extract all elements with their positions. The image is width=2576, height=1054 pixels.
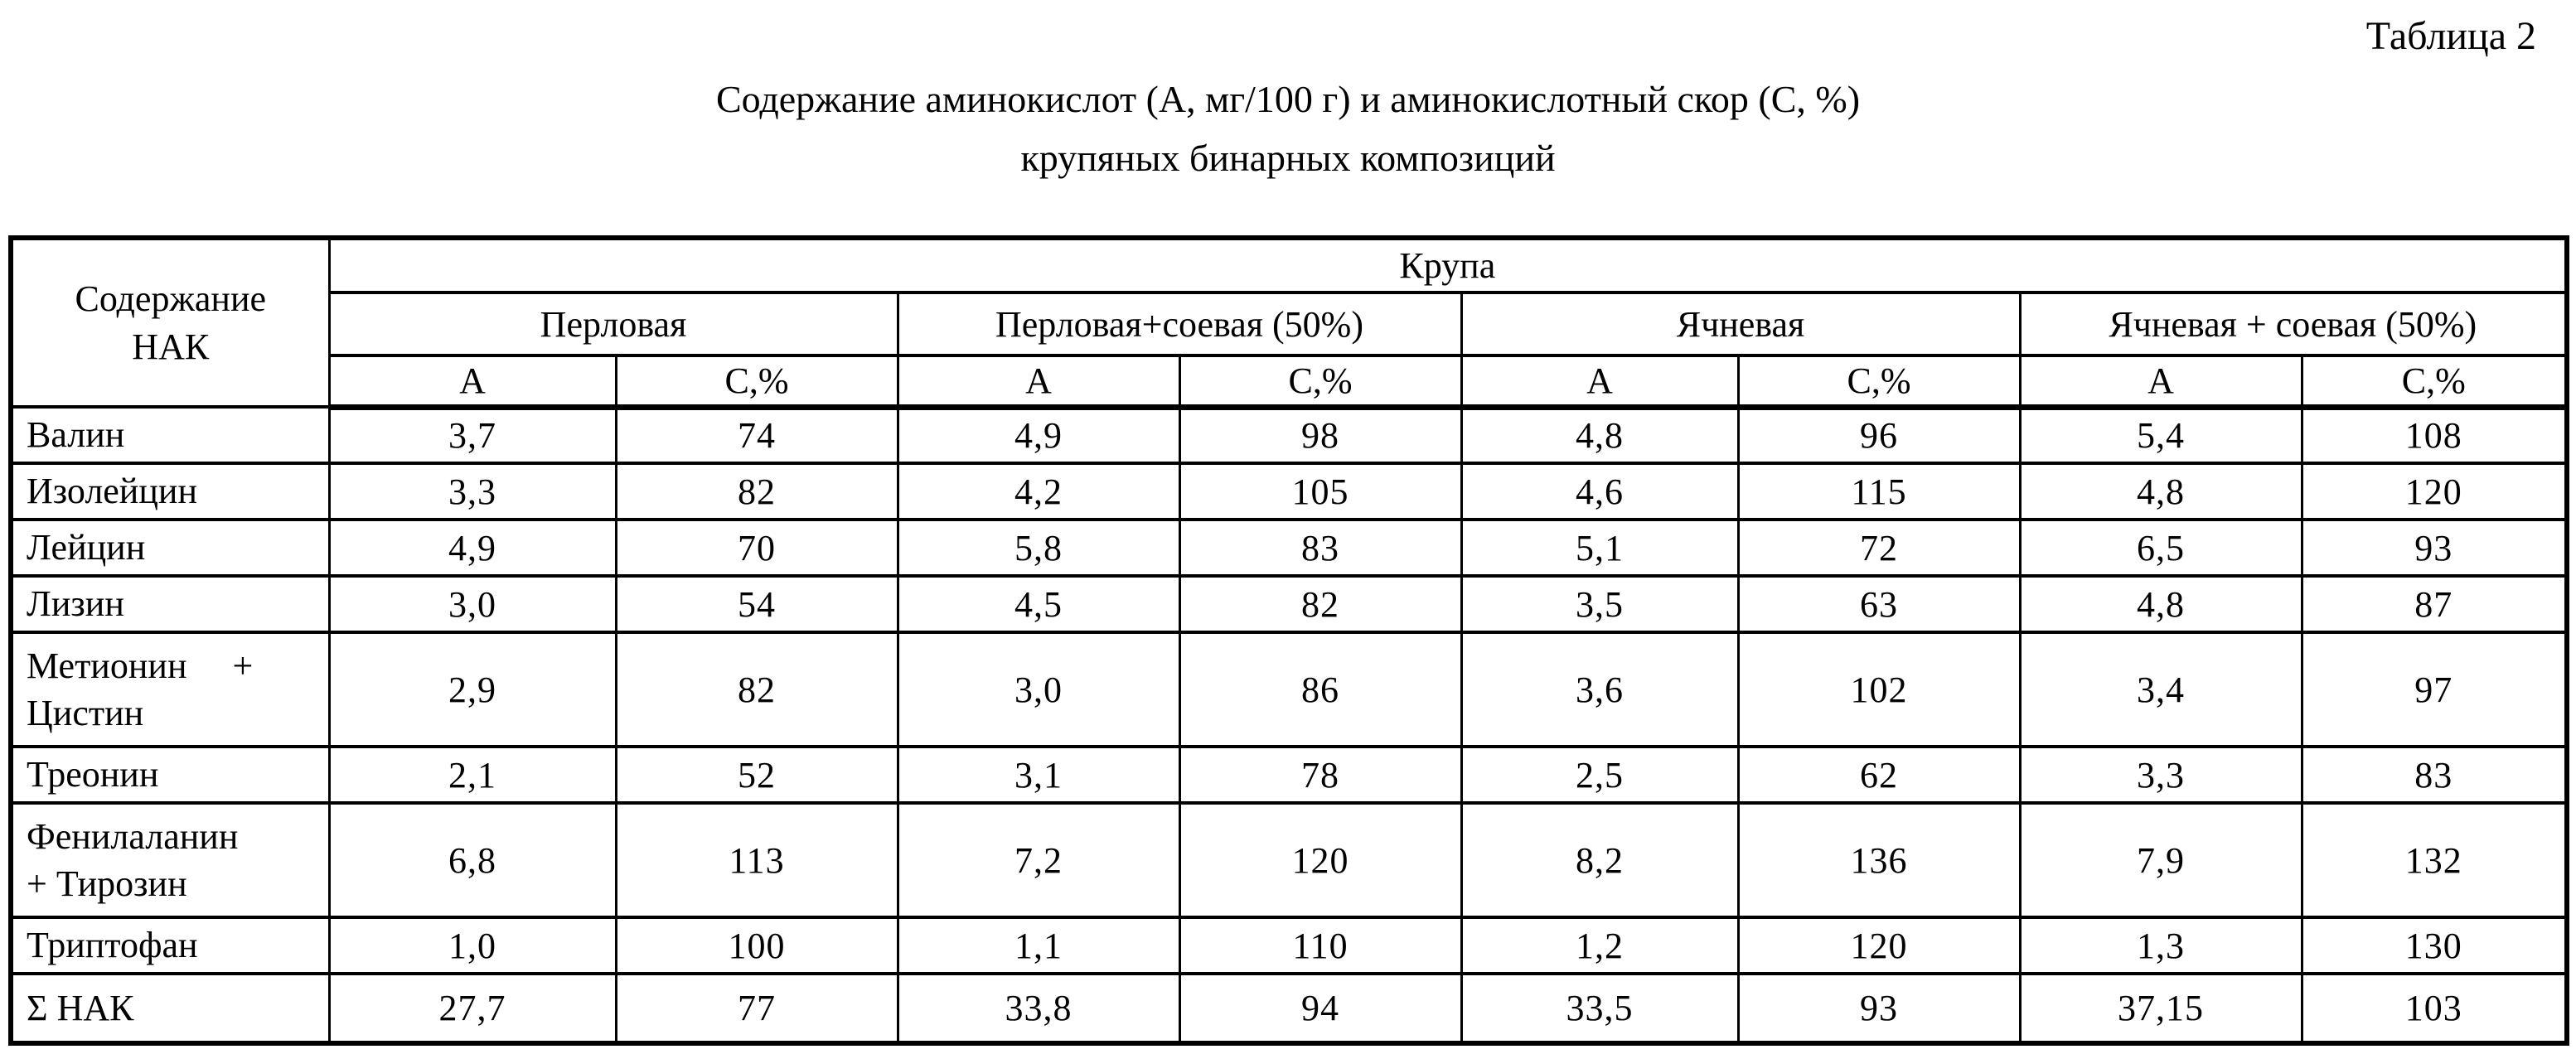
row-label: Лейцин: [11, 520, 329, 576]
table-row-valine: [11, 407, 2567, 463]
data-cell: 70: [616, 520, 898, 576]
subheader-a: А: [898, 355, 1179, 407]
data-cell: 6,5: [2020, 520, 2302, 576]
data-cell: 96: [1738, 407, 2020, 463]
group-header-barley-soy: Ячневая + соевая (50%): [2020, 293, 2567, 355]
data-cell: 132: [2302, 803, 2567, 917]
data-cell: 63: [1738, 576, 2020, 632]
data-cell: 115: [1738, 463, 2020, 520]
data-cell: 105: [1179, 463, 1461, 520]
data-cell: 82: [616, 463, 898, 520]
data-cell: 3,0: [329, 576, 616, 632]
data-cell: 120: [1179, 803, 1461, 917]
data-cell: 87: [2302, 576, 2567, 632]
data-cell: 93: [2302, 520, 2567, 576]
table-row-lysine: [11, 576, 2567, 632]
row-label: Метионин + Цистин: [11, 632, 329, 747]
data-cell: 97: [2302, 632, 2567, 747]
row-label: Σ НАК: [11, 974, 329, 1043]
data-cell: 113: [616, 803, 898, 917]
header-row-subcolumns: [11, 355, 2567, 407]
subheader-c: С,%: [616, 355, 898, 407]
table-row-isoleucine: [11, 463, 2567, 520]
data-cell: 2,1: [329, 747, 616, 803]
data-cell: 3,3: [329, 463, 616, 520]
subheader-c: С,%: [1179, 355, 1461, 407]
table-row-sum-nak: [11, 974, 2567, 1043]
data-cell: 110: [1179, 917, 1461, 974]
row-label: Фенилаланин + Тирозин: [11, 803, 329, 917]
data-cell: 82: [616, 632, 898, 747]
data-cell: 136: [1738, 803, 2020, 917]
data-cell: 5,8: [898, 520, 1179, 576]
data-cell: 1,2: [1461, 917, 1738, 974]
data-cell: 4,2: [898, 463, 1179, 520]
data-cell: 4,9: [898, 407, 1179, 463]
data-cell: 74: [616, 407, 898, 463]
row-label: Триптофан: [11, 917, 329, 974]
group-header-pearl: Перловая: [329, 293, 898, 355]
row-label: Треонин: [11, 747, 329, 803]
data-cell: 4,8: [1461, 407, 1738, 463]
data-cell: 3,0: [898, 632, 1179, 747]
data-cell: 3,7: [329, 407, 616, 463]
grain-header: Крупа: [329, 238, 2567, 293]
data-cell: 3,1: [898, 747, 1179, 803]
subheader-a: А: [1461, 355, 1738, 407]
data-cell: 7,2: [898, 803, 1179, 917]
header-row-grain: [11, 238, 2567, 293]
group-header-pearl-soy: Перловая+соевая (50%): [898, 293, 1461, 355]
data-cell: 5,1: [1461, 520, 1738, 576]
data-cell: 103: [2302, 974, 2567, 1043]
data-cell: 33,8: [898, 974, 1179, 1043]
data-cell: 4,8: [2020, 576, 2302, 632]
data-cell: 4,5: [898, 576, 1179, 632]
amino-acid-table: [8, 235, 2569, 1046]
data-cell: 3,3: [2020, 747, 2302, 803]
data-cell: 33,5: [1461, 974, 1738, 1043]
document-title-line1: Содержание аминокислот (А, мг/100 г) и аминокислотный скор (С, %): [715, 78, 1861, 120]
data-cell: 54: [616, 576, 898, 632]
data-cell: 6,8: [329, 803, 616, 917]
data-cell: 120: [2302, 463, 2567, 520]
data-cell: 1,3: [2020, 917, 2302, 974]
data-cell: 72: [1738, 520, 2020, 576]
data-cell: 62: [1738, 747, 2020, 803]
document-title-line2: крупяных бинарных композиций: [1020, 137, 1556, 180]
row-label: Валин: [11, 407, 329, 463]
corner-header: Содержание НАК: [11, 238, 329, 407]
data-cell: 1,1: [898, 917, 1179, 974]
data-cell: 27,7: [329, 974, 616, 1043]
document-title: [0, 70, 2576, 188]
table-row-phenylalanine-tyrosine: [11, 803, 2567, 917]
data-cell: 82: [1179, 576, 1461, 632]
table-number-label: Таблица 2: [2365, 14, 2536, 58]
data-cell: 77: [616, 974, 898, 1043]
data-cell: 102: [1738, 632, 2020, 747]
data-cell: 4,9: [329, 520, 616, 576]
table-row-tryptophan: [11, 917, 2567, 974]
row-label: Изолейцин: [11, 463, 329, 520]
data-cell: 83: [2302, 747, 2567, 803]
row-label: Лизин: [11, 576, 329, 632]
data-cell: 93: [1738, 974, 2020, 1043]
subheader-c: С,%: [2302, 355, 2567, 407]
group-header-barley: Ячневая: [1461, 293, 2020, 355]
data-cell: 4,8: [2020, 463, 2302, 520]
table-row-threonine: [11, 747, 2567, 803]
data-cell: 37,15: [2020, 974, 2302, 1043]
data-cell: 2,9: [329, 632, 616, 747]
data-cell: 52: [616, 747, 898, 803]
subheader-c: С,%: [1738, 355, 2020, 407]
subheader-a: А: [2020, 355, 2302, 407]
data-cell: 7,9: [2020, 803, 2302, 917]
subheader-a: А: [329, 355, 616, 407]
data-cell: 100: [616, 917, 898, 974]
data-cell: 2,5: [1461, 747, 1738, 803]
data-cell: 98: [1179, 407, 1461, 463]
data-cell: 8,2: [1461, 803, 1738, 917]
data-cell: 4,6: [1461, 463, 1738, 520]
data-cell: 3,6: [1461, 632, 1738, 747]
data-cell: 78: [1179, 747, 1461, 803]
data-cell: 94: [1179, 974, 1461, 1043]
table-row-methionine-cystine: [11, 632, 2567, 747]
data-cell: 1,0: [329, 917, 616, 974]
table-row-leucine: [11, 520, 2567, 576]
data-cell: 3,4: [2020, 632, 2302, 747]
data-cell: 83: [1179, 520, 1461, 576]
data-cell: 3,5: [1461, 576, 1738, 632]
data-cell: 130: [2302, 917, 2567, 974]
data-cell: 108: [2302, 407, 2567, 463]
data-cell: 120: [1738, 917, 2020, 974]
header-row-groups: [11, 293, 2567, 355]
data-cell: 86: [1179, 632, 1461, 747]
data-cell: 5,4: [2020, 407, 2302, 463]
